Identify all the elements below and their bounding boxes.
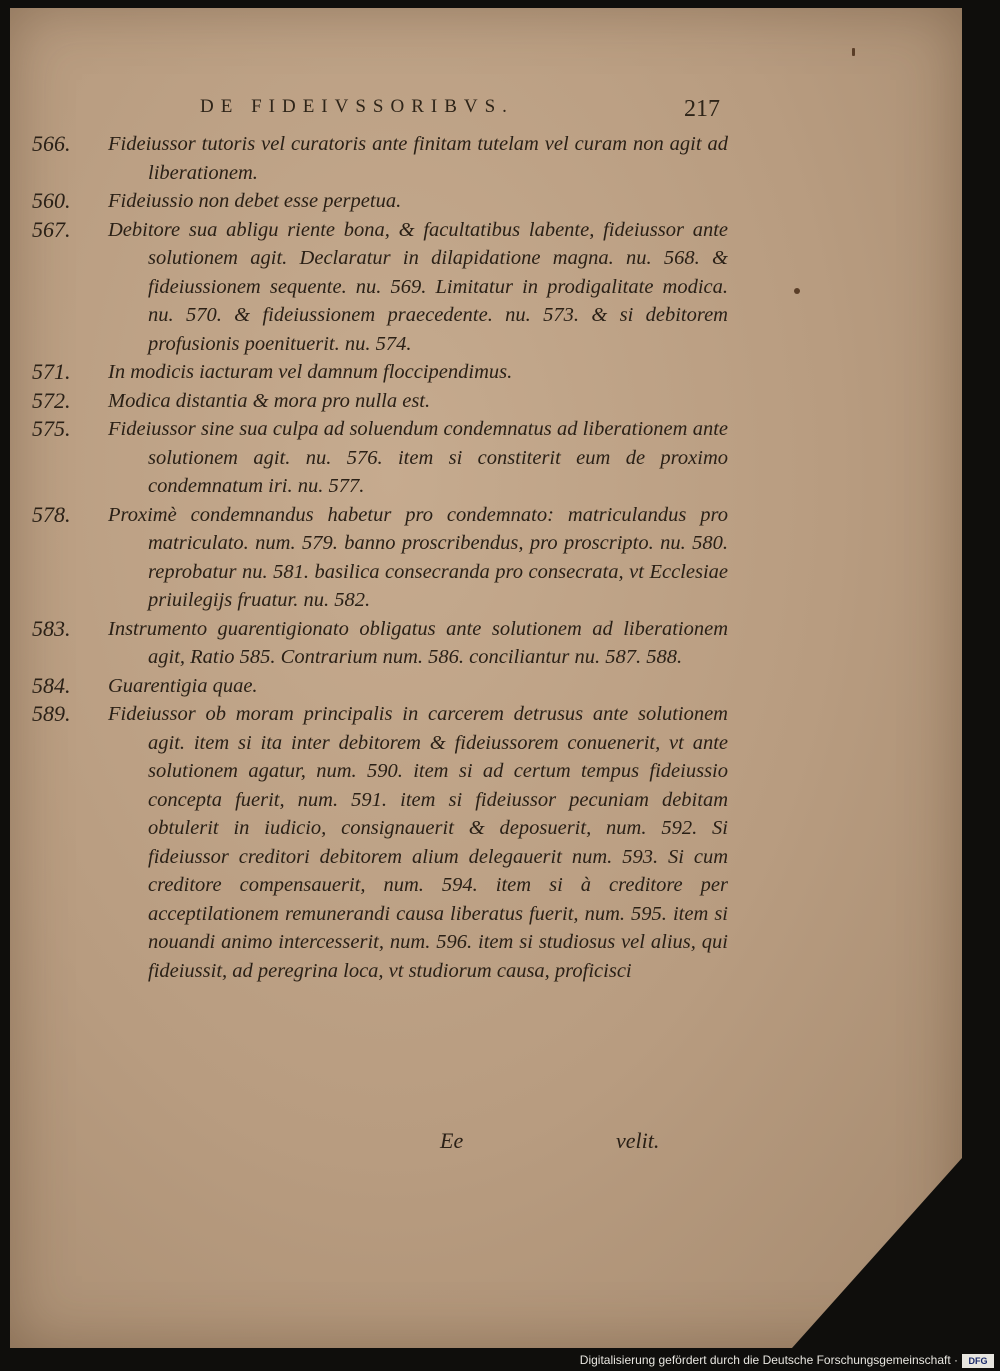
index-entry xyxy=(0,501,1000,615)
index-entry xyxy=(0,672,1000,701)
digitization-footer xyxy=(0,1349,1000,1371)
page-number: 217 xyxy=(684,96,720,122)
entry-text: In modicis iacturam vel damnum floccipendimus. xyxy=(108,361,513,383)
entry-text: Modica distantia & mora pro nulla est. xyxy=(108,389,431,412)
entry-text: Fideiussor ob moram principalis in carcerem detrusus ante solutionem agit. item si ita inter debitorem & fideiussorem conuenerit, vt ante solutionem agatur, num. 590. item si ad certum tempus fideiussio concepta fuerit, num. 591. item si fideiussor pecuniam debitam obtulerit in iudicio, consignauerit & deposuerit, num. 592. Si fideiussor creditori debitorem alium delegauerit num. 593. Si cum creditore compensauerit, num. 594. item si à creditore per acceptilationem remunerandi causa liberatus fuerit, num. 595. item si nouandi animo intercesserit, num. 596. item si studiosus vel alius, qui fideiussit, ad peregrina loca, vt studiorum causa, proficisci xyxy=(108,703,728,982)
entry-number: 575. xyxy=(32,416,71,441)
catchline xyxy=(0,1128,1000,1160)
entry-text: Fideiussio non debet esse perpetua. xyxy=(108,190,402,212)
catchword: velit. xyxy=(616,1128,660,1153)
entry-number: 578. xyxy=(32,501,71,527)
entry-number: 583. xyxy=(32,615,71,641)
index-entry xyxy=(0,187,1000,216)
index-entry xyxy=(0,615,1000,672)
index-entry xyxy=(0,130,1000,187)
entry-text: Debitore sua abligu riente bona, & facultatibus labente, fideiussor ante solutionem agit. Declaratur in dilapidatione magna. nu. 568. & fideiussionem sequente. nu. 569. Limitatur in prodigalitate modica. nu. 570. & fideiussionem praecedente. nu. 573. & si debitorem profusionis poenituerit. nu. 574. xyxy=(108,218,728,355)
index-entry xyxy=(0,387,1000,416)
entry-number: 589. xyxy=(32,701,71,726)
running-title: DE FIDEIVSSORIBVS. xyxy=(200,96,514,117)
index-entries xyxy=(0,130,1000,985)
entry-text: Fideiussor sine sua culpa ad soluendum condemnatus ad liberationem ante solutionem agit. nu. 576. item si constiterit eum de proximo condemnatum iri. nu. 577. xyxy=(108,418,728,497)
funding-credit: Digitalisierung gefördert durch die Deutsche Forschungsgemeinschaft · xyxy=(579,1353,958,1367)
entry-text: Instrumento guarentigionato obligatus ante solutionem ad liberationem agit, Ratio 585. Contrarium num. 586. conciliantur nu. 587. 588. xyxy=(108,617,728,668)
index-entry xyxy=(0,415,1000,501)
index-entry xyxy=(0,700,1000,985)
page-corner-fold xyxy=(792,1158,962,1348)
entry-number: 560. xyxy=(32,188,71,213)
signature-mark: Ee xyxy=(440,1128,464,1153)
index-entry xyxy=(0,216,1000,359)
entry-number: 571. xyxy=(32,359,71,384)
entry-number: 572. xyxy=(32,387,71,413)
entry-number: 584. xyxy=(32,672,71,698)
dfg-logo: DFG xyxy=(962,1354,994,1368)
entry-text: Guarentigia quae. xyxy=(108,674,258,697)
entry-number: 566. xyxy=(32,131,71,156)
entry-number: 567. xyxy=(32,216,71,242)
ink-mark xyxy=(852,48,855,56)
entry-text: Proximè condemnandus habetur pro condemnato: matriculandus pro matriculato. num. 579. banno proscribendus, pro proscripto. nu. 580. reprobatur nu. 581. basilica consecranda pro consecrata, vt Ecclesiae priuilegijs fruatur. nu. 582. xyxy=(108,503,728,611)
index-entry xyxy=(0,358,1000,387)
entry-text: Fideiussor tutoris vel curatoris ante finitam tutelam vel curam non agit ad liberationem. xyxy=(108,133,728,184)
